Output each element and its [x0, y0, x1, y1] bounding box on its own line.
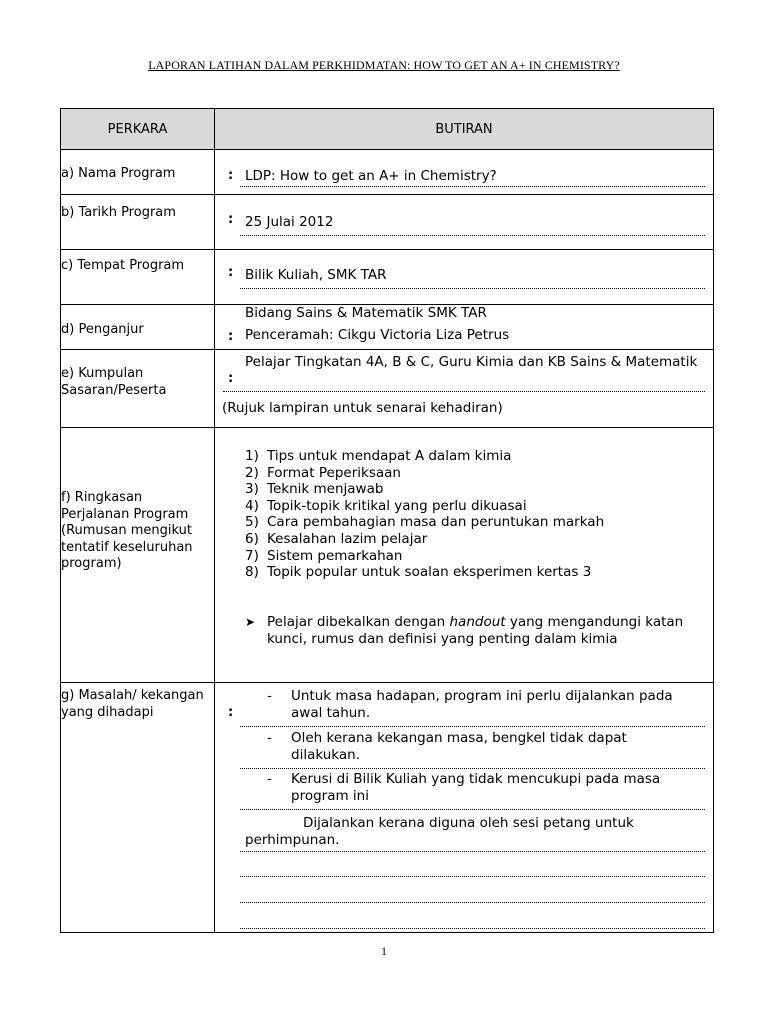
value-cell — [215, 683, 714, 933]
row-ringkasan — [61, 428, 714, 683]
list-item: 2) Format Peperiksaan — [245, 464, 401, 481]
tips-list — [245, 448, 604, 581]
dotted-line — [223, 391, 705, 392]
arrow-bullet-icon: ➤ — [245, 615, 256, 629]
label-nama-program: a) Nama Program — [61, 150, 215, 195]
row-tempat-program — [61, 250, 714, 305]
dotted-line — [240, 928, 705, 929]
value-cell — [215, 428, 714, 683]
continuation-text: Dijalankan kerana diguna oleh sesi petang untuk perhimpunan. — [245, 815, 634, 848]
value-penganjur-line2: Penceramah: Cikgu Victoria Liza Petrus — [245, 327, 510, 343]
value-penganjur-line1: Bidang Sains & Matematik SMK TAR — [245, 305, 487, 321]
note-kehadiran: (Rujuk lampiran untuk senarai kehadiran) — [222, 400, 503, 416]
report-title: LAPORAN LATIHAN DALAM PERKHIDMATAN: HOW TO GET AN A+ IN CHEMISTRY? — [148, 58, 620, 72]
list-item: - Oleh kerana kekangan masa, bengkel tidak dapat dilakukan. — [267, 730, 627, 763]
list-item: - Untuk masa hadapan, program ini perlu dijalankan pada awal tahun. — [267, 688, 673, 721]
label-ringkasan: f) Ringkasan Perjalanan Program (Rumusan mengikut tentatif keseluruhan program) — [61, 428, 215, 683]
header-perkara: PERKARA — [61, 109, 215, 150]
colon: : — [228, 212, 234, 227]
header-butiran: BUTIRAN — [215, 109, 714, 150]
header-row — [61, 109, 714, 150]
value-tempat-program: Bilik Kuliah, SMK TAR — [245, 267, 387, 283]
row-masalah — [61, 683, 714, 933]
value-cell — [215, 150, 714, 195]
list-item: 5) Cara pembahagian masa dan peruntukan markah — [245, 514, 605, 531]
label-penganjur: d) Penganjur — [61, 305, 215, 350]
row-penganjur — [61, 305, 714, 350]
list-item: 3) Teknik menjawab — [245, 481, 384, 498]
row-nama-program — [61, 150, 714, 195]
list-item: 8) Topik popular untuk soalan eksperimen kertas 3 — [245, 564, 592, 581]
dotted-line — [240, 288, 705, 289]
list-item: 6) Kesalahan lazim pelajar — [245, 530, 428, 547]
colon: : — [228, 371, 234, 386]
report-table — [60, 108, 714, 933]
label-tarikh-program: b) Tarikh Program — [61, 195, 215, 250]
list-item: 4) Topik-topik kritikal yang perlu dikuasai — [245, 497, 527, 514]
dotted-line — [240, 902, 705, 903]
row-kumpulan-sasaran — [61, 350, 714, 428]
dotted-line — [240, 768, 705, 769]
colon: : — [228, 705, 234, 720]
dotted-line — [240, 235, 705, 236]
dotted-line — [240, 851, 705, 852]
dotted-line — [240, 186, 705, 187]
label-masalah: g) Masalah/ kekangan yang dihadapi — [61, 683, 215, 933]
label-tempat-program: c) Tempat Program — [61, 250, 215, 305]
value-kumpulan-sasaran: Pelajar Tingkatan 4A, B & C, Guru Kimia dan KB Sains & Matematik — [245, 354, 698, 370]
value-nama-program: LDP: How to get an A+ in Chemistry? — [245, 168, 497, 184]
dotted-line — [240, 876, 705, 877]
list-item: 7) Sistem pemarkahan — [245, 547, 403, 564]
colon: : — [228, 329, 234, 344]
handout-text: Pelajar dibekalkan dengan handout yang mengandungi katan kunci, rumus dan definisi yang penting dalam kimia — [267, 614, 684, 647]
handout-note — [245, 614, 697, 648]
value-cell — [215, 305, 714, 350]
dotted-line — [240, 726, 705, 727]
value-cell — [215, 350, 714, 428]
value-tarikh-program: 25 Julai 2012 — [245, 214, 334, 230]
colon: : — [228, 168, 234, 183]
colon: : — [228, 265, 234, 280]
label-kumpulan-sasaran: e) Kumpulan Sasaran/Peserta — [61, 350, 215, 428]
list-item: - Kerusi di Bilik Kuliah yang tidak mencukupi pada masa program ini — [267, 771, 661, 804]
list-item: 1) Tips untuk mendapat A dalam kimia — [245, 448, 512, 464]
value-cell — [215, 195, 714, 250]
row-tarikh-program — [61, 195, 714, 250]
page-number: 1 — [381, 944, 387, 958]
dotted-line — [240, 809, 705, 810]
value-cell — [215, 250, 714, 305]
